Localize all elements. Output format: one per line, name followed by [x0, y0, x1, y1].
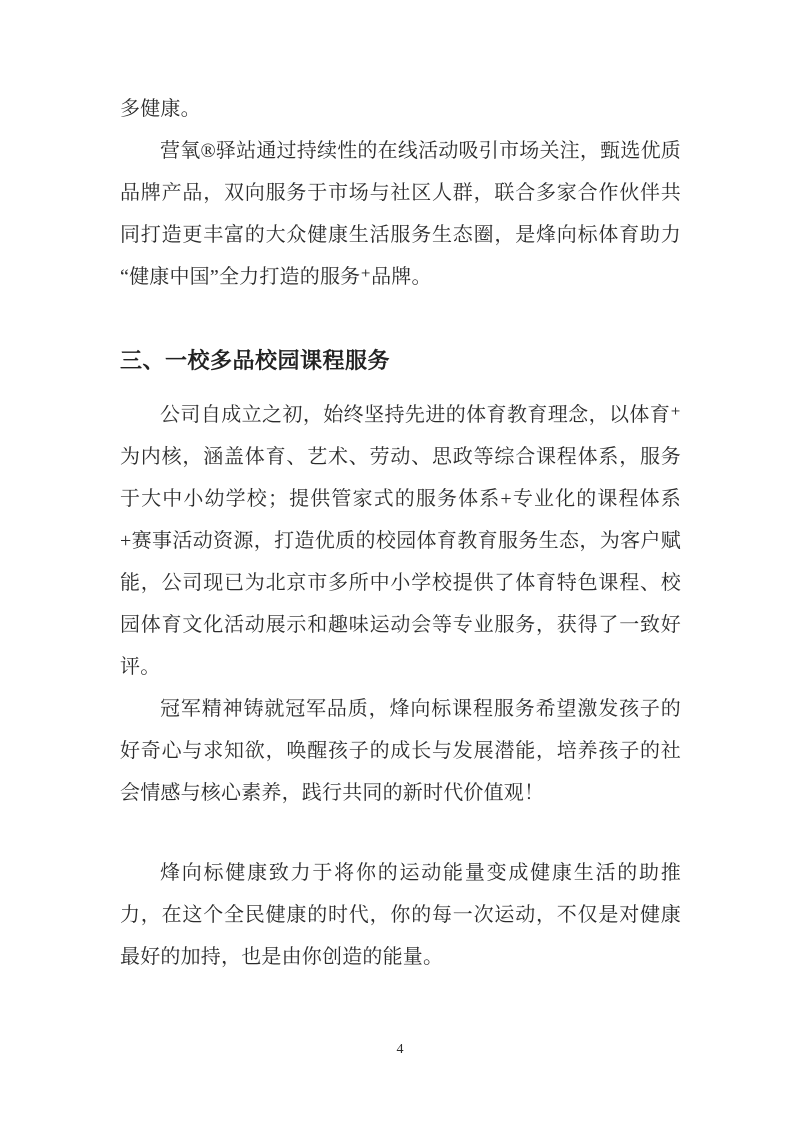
body-paragraph: 营氧®驿站通过持续性的在线活动吸引市场关注，甄选优质品牌产品，双向服务于市场与社区人群，联合多家合作伙伴共同打造更丰富的大众健康生活服务生态圈，是烽向标体育助力“健康中国”全力打造的服务⁺品牌。 — [120, 140, 681, 288]
page-number: 4 — [396, 1042, 404, 1057]
body-paragraph: 冠军精神铸就冠军品质，烽向标课程服务希望激发孩子的好奇心与求知欲，唤醒孩子的成长与发展潜能，培养孩子的社会情感与核心素养，践行共同的新时代价值观！ — [120, 698, 681, 804]
body-paragraph: 烽向标健康致力于将你的运动能量变成健康生活的助推力，在这个全民健康的时代，你的每一次运动，不仅是对健康最好的加持，也是由你创造的能量。 — [120, 862, 681, 968]
paragraph-continued: 多健康。 — [120, 98, 201, 120]
page-footer — [0, 1040, 800, 1060]
section-heading: 三、一校多品校园课程服务 — [120, 348, 391, 373]
document-body — [120, 88, 681, 978]
body-paragraph: 公司自成立之初，始终坚持先进的体育教育理念，以体育⁺为内核，涵盖体育、艺术、劳动、思政等综合课程体系，服务于大中小幼学校；提供管家式的服务体系+专业化的课程体系+赛事活动资源，打造优质的校园体育教育服务生态，为客户赋能，公司现已为北京市多所中小学校提供了体育特色课程、校园体育文化活动展示和趣味运动会等专业服务，获得了一致好评。 — [120, 404, 681, 678]
